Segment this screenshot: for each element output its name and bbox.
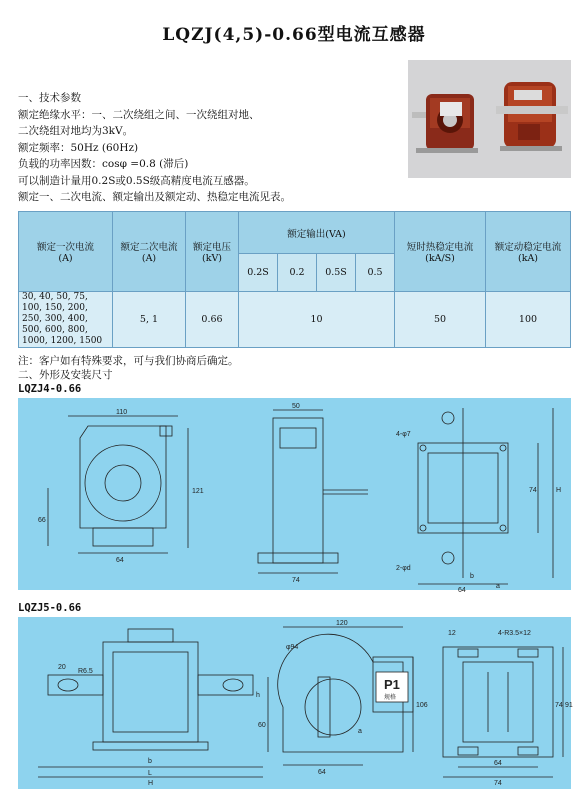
spec-heading: 一、技术参数 bbox=[18, 92, 81, 104]
dim-side-height: 106 bbox=[416, 702, 428, 709]
dim-plan-74b: 74 bbox=[494, 780, 502, 787]
dim-front-h: h bbox=[256, 692, 260, 699]
cell-primary-values: 30, 40, 50, 75, 100, 150, 200, 250, 300, 400, 500, 600, 800, 1000, 1200, 1500 bbox=[19, 292, 113, 348]
th-class: 0.2 bbox=[278, 254, 317, 292]
product-photo bbox=[408, 60, 571, 178]
th-class: 0.2S bbox=[239, 254, 278, 292]
dim-front-r: R6.5 bbox=[78, 668, 93, 675]
plate-label-p1: P1 bbox=[384, 677, 400, 692]
cell-thermal: 50 bbox=[395, 292, 486, 348]
dim-plan-w: 64 bbox=[458, 587, 466, 594]
dim-plan-hole-note: 4-φ7 bbox=[396, 431, 411, 438]
dim-plan-h1: 74 bbox=[529, 487, 537, 494]
dim-plan-74: 74 bbox=[555, 702, 563, 709]
dims-heading: 二、外形及安装尺寸 bbox=[18, 369, 113, 381]
dim-front-hole: 66 bbox=[38, 517, 46, 524]
drawing-panel-lqzj5 bbox=[18, 617, 571, 789]
dim-side-width: 120 bbox=[336, 620, 348, 627]
dim-plan-hole-note2: 2-φd bbox=[396, 565, 411, 572]
spec-line: 额定绝缘水平：一、二次绕组之间、一次绕组对地、 bbox=[18, 108, 260, 121]
dim-side-a: a bbox=[358, 728, 362, 735]
lqzj4-dimension-drawing bbox=[18, 398, 571, 594]
dim-front-b: b bbox=[148, 758, 152, 765]
dim-plan-12: 12 bbox=[448, 630, 456, 637]
cell-secondary: 5, 1 bbox=[113, 292, 186, 348]
th-dynamic-current: 额定动稳定电流 (kA) bbox=[486, 212, 571, 292]
dim-plan-a: a bbox=[496, 583, 500, 590]
dim-front-base: H bbox=[148, 780, 154, 787]
spec-line: 二次绕组对地均为3kV。 bbox=[18, 125, 134, 137]
dim-plan-91: 91 bbox=[565, 702, 573, 709]
spec-line: 负载的功率因数：cosφ =0.8 (滞后) bbox=[18, 158, 189, 170]
dim-side-base: 64 bbox=[318, 769, 326, 776]
plate-label-sub: 规格 bbox=[384, 695, 397, 701]
th-class: 0.5S bbox=[317, 254, 356, 292]
dim-side-60: 60 bbox=[258, 722, 266, 729]
th-secondary-current: 额定二次电流 (A) bbox=[113, 212, 186, 292]
model-label-lqzj5: LQZJ5-0.66 bbox=[18, 602, 82, 614]
notes bbox=[18, 354, 239, 382]
tech-spec bbox=[18, 90, 388, 206]
th-thermal-current: 短时热稳定电流 (kA/S) bbox=[395, 212, 486, 292]
transformer-photo-illustration bbox=[408, 60, 571, 178]
model-label-lqzj4: LQZJ4-0.66 bbox=[18, 383, 82, 395]
th-class: 0.5 bbox=[356, 254, 395, 292]
dim-front-width: 110 bbox=[116, 409, 128, 416]
cell-voltage: 0.66 bbox=[186, 292, 239, 348]
page-title: LQZJ(4,5)-0.66型电流互感器 bbox=[162, 25, 426, 45]
dim-front-height: 121 bbox=[192, 488, 204, 495]
th-rated-output: 额定输出(VA) bbox=[239, 212, 395, 254]
drawing-panel-lqzj4 bbox=[18, 398, 571, 594]
dim-plan-hole-note: 4-R3.5×12 bbox=[498, 630, 531, 637]
dim-side-dia: φ94 bbox=[286, 644, 299, 651]
dim-front-w: 20 bbox=[58, 664, 66, 671]
dim-side-base: 74 bbox=[292, 577, 300, 584]
dim-front-l: L bbox=[148, 770, 152, 777]
spec-line: 可以制造计量用0.2S或0.5S级高精度电流互感器。 bbox=[18, 174, 255, 187]
rating-table bbox=[18, 211, 571, 348]
th-primary-current: 额定一次电流 (A) bbox=[19, 212, 113, 292]
dim-plan-h2: H bbox=[556, 487, 562, 494]
cell-output: 10 bbox=[239, 292, 395, 348]
dim-plan-64: 64 bbox=[494, 760, 502, 767]
cell-dynamic: 100 bbox=[486, 292, 571, 348]
customer-note: 注：客户如有特殊要求，可与我们协商后确定。 bbox=[18, 355, 239, 367]
dim-side-top: 50 bbox=[292, 403, 300, 410]
lqzj5-dimension-drawing bbox=[18, 617, 571, 789]
spec-line: 额定频率：50Hz (60Hz) bbox=[18, 141, 139, 154]
spec-line: 额定一、二次电流、额定输出及额定动、热稳定电流见表。 bbox=[18, 191, 291, 203]
th-rated-voltage: 额定电压 (kV) bbox=[186, 212, 239, 292]
dim-plan-b: b bbox=[470, 573, 474, 580]
dim-front-base: 64 bbox=[116, 557, 124, 564]
